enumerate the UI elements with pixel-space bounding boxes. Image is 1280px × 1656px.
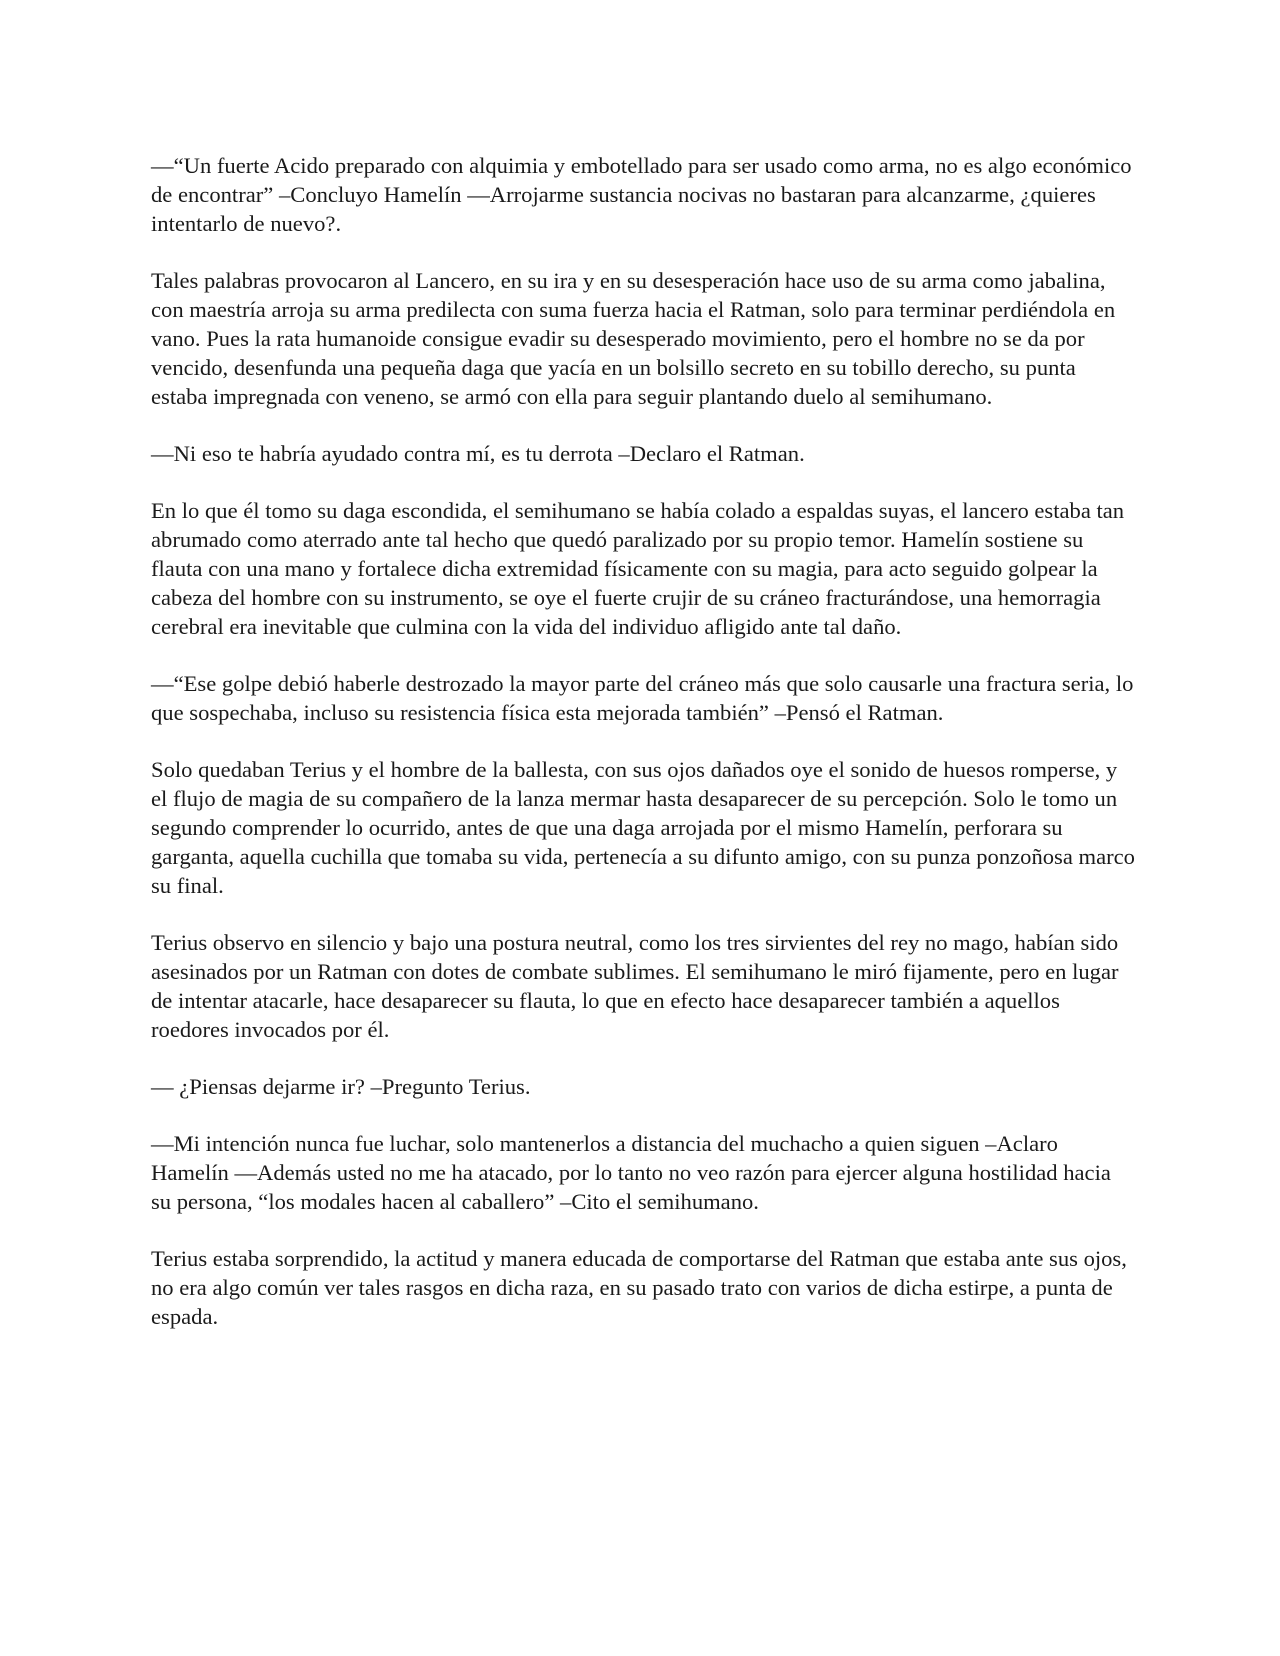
paragraph-1: —“Un fuerte Acido preparado con alquimia y embotellado para ser usado como arma, no es algo económico de encontrar” –Concluyo Hamelín —Arrojarme sustancia nocivas no bastaran para alcanzarme, ¿quieres intentarlo de nuevo?.	[151, 153, 1132, 236]
paragraph-10: Terius estaba sorprendido, la actitud y manera educada de comportarse del Ratman que estaba ante sus ojos, no era algo común ver tales rasgos en dicha raza, en su pasado trato con varios de dicha estirpe, a punta de espada.	[151, 1246, 1127, 1329]
paragraph-7: Terius observo en silencio y bajo una postura neutral, como los tres sirvientes del rey no mago, habían sido asesinados por un Ratman con dotes de combate sublimes. El semihumano le miró fijamente, pero en lugar de intentar atacarle, hace desaparecer su flauta, lo que en efecto hace desaparecer también a aquellos roedores invocados por él.	[151, 930, 1119, 1042]
paragraph-3: —Ni eso te habría ayudado contra mí, es tu derrota –Declaro el Ratman.	[151, 441, 805, 466]
paragraph-2: Tales palabras provocaron al Lancero, en su ira y en su desesperación hace uso de su arma como jabalina, con maestría arroja su arma predilecta con suma fuerza hacia el Ratman, solo para terminar perdiéndola en vano. Pues la rata humanoide consigue evadir su desesperado movimiento, pero el hombre no se da por vencido, desenfunda una pequeña daga que yacía en un bolsillo secreto en su tobillo derecho, su punta estaba impregnada con veneno, se armó con ella para seguir plantando duelo al semihumano.	[151, 268, 1116, 409]
paragraph-5: —“Ese golpe debió haberle destrozado la mayor parte del cráneo más que solo causarle una fractura seria, lo que sospechaba, incluso su resistencia física esta mejorada también” –Pensó el Ratman.	[151, 671, 1134, 725]
document-body	[151, 151, 1136, 1359]
paragraph-6: Solo quedaban Terius y el hombre de la ballesta, con sus ojos dañados oye el sonido de huesos romperse, y el flujo de magia de su compañero de la lanza mermar hasta desaparecer de su percepción. Solo le tomo un segundo comprender lo ocurrido, antes de que una daga arrojada por el mismo Hamelín, perforara su garganta, aquella cuchilla que tomaba su vida, pertenecía a su difunto amigo, con su punza ponzoñosa marco su final.	[151, 757, 1135, 898]
paragraph-8: — ¿Piensas dejarme ir? –Pregunto Terius.	[151, 1074, 531, 1099]
paragraph-9: —Mi intención nunca fue luchar, solo mantenerlos a distancia del muchacho a quien siguen –Aclaro Hamelín —Además usted no me ha atacado, por lo tanto no veo razón para ejercer alguna hostilidad hacia su persona, “los modales hacen al caballero” –Cito el semihumano.	[151, 1131, 1111, 1214]
paragraph-4: En lo que él tomo su daga escondida, el semihumano se había colado a espaldas suyas, el lancero estaba tan abrumado como aterrado ante tal hecho que quedó paralizado por su propio temor. Hamelín sostiene su flauta con una mano y fortalece dicha extremidad físicamente con su magia, para acto seguido golpear la cabeza del hombre con su instrumento, se oye el fuerte crujir de su cráneo fracturándose, una hemorragia cerebral era inevitable que culmina con la vida del individuo afligido ante tal daño.	[151, 498, 1125, 639]
